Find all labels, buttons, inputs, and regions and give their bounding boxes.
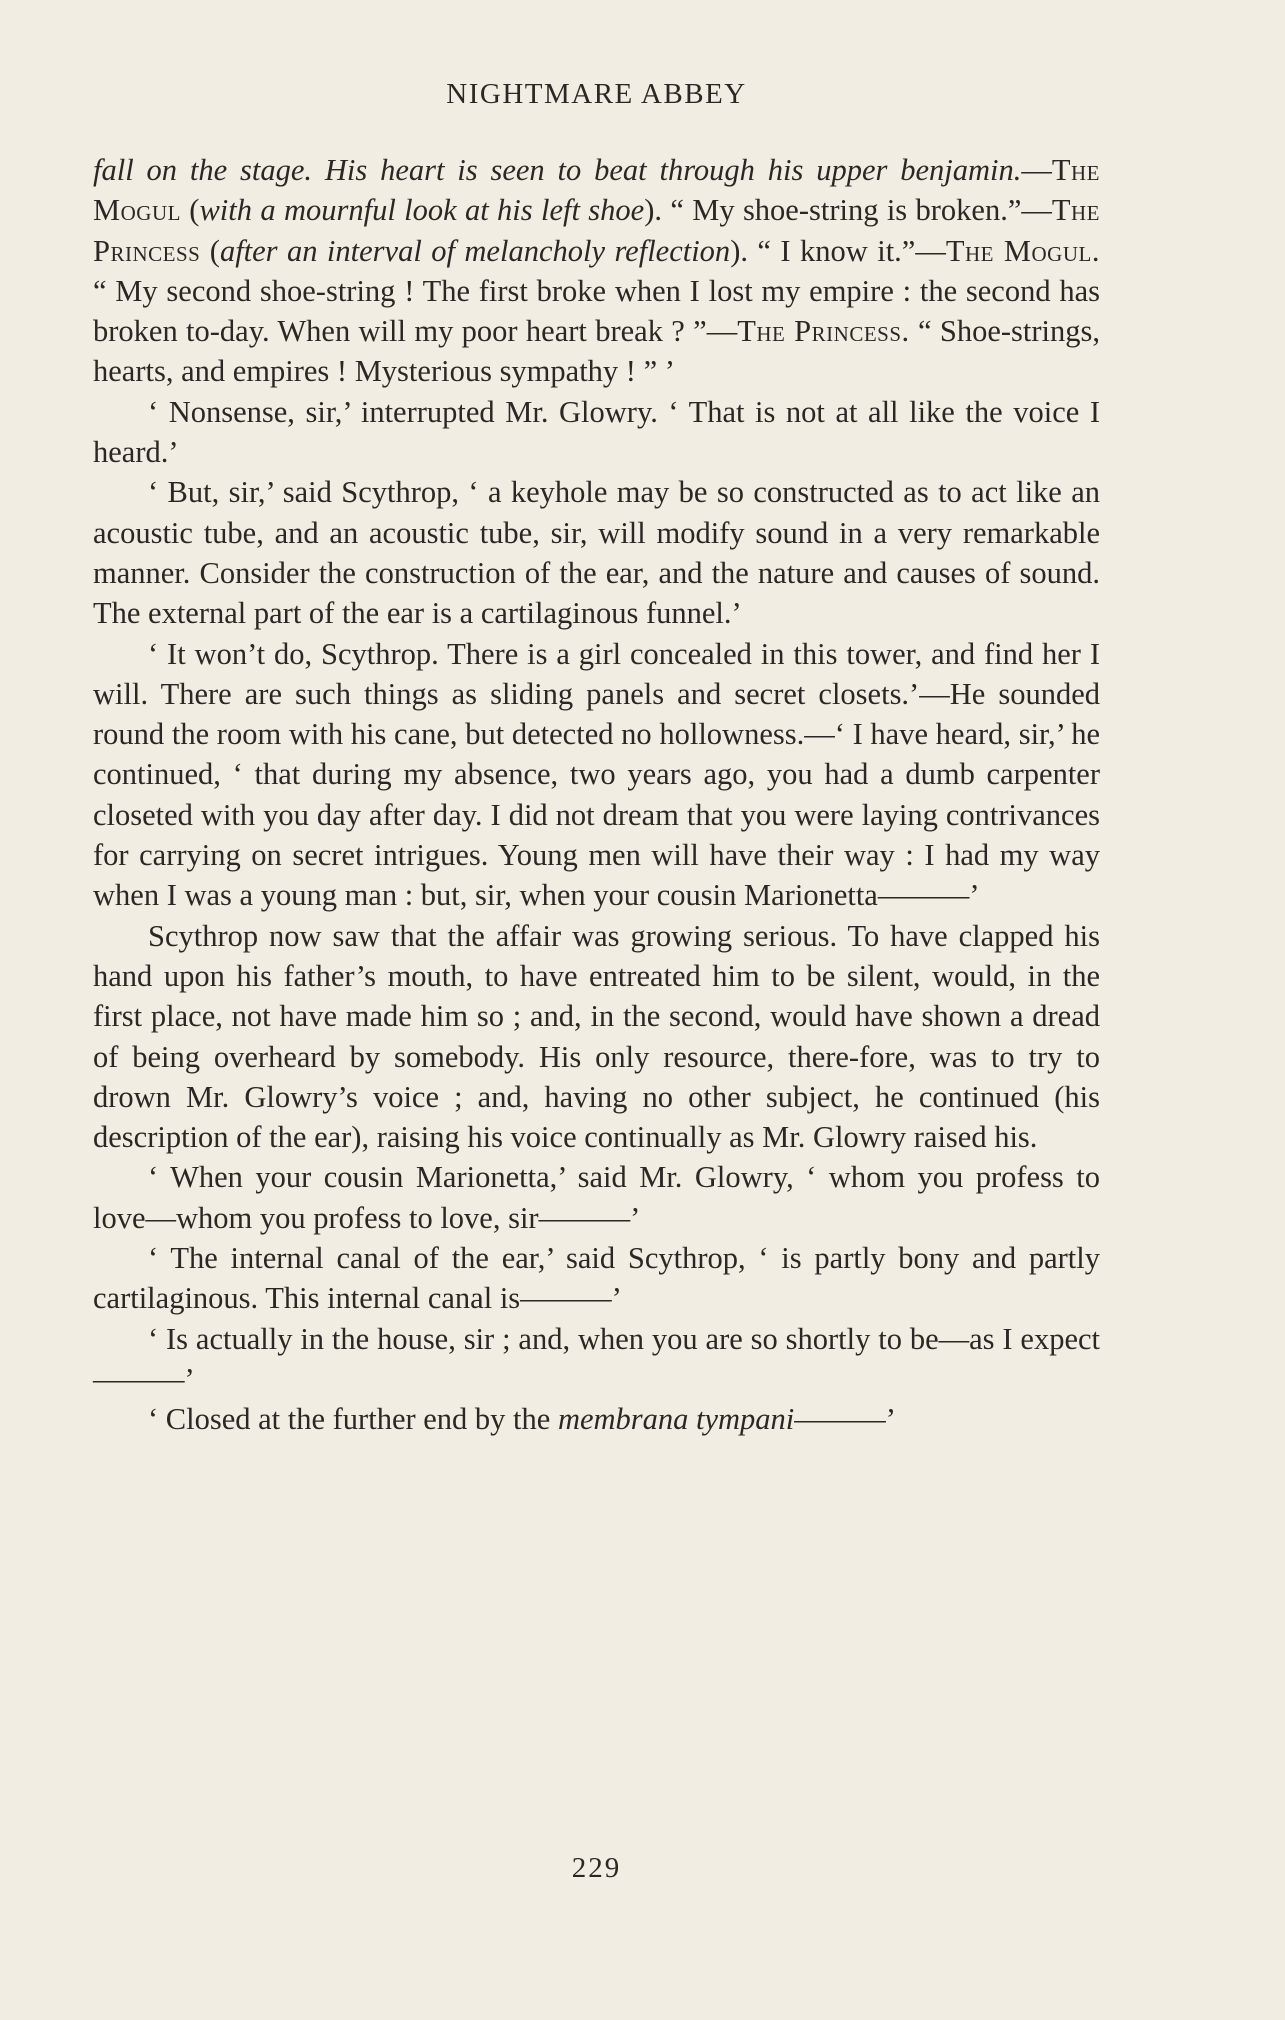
paragraph — [93, 150, 1100, 392]
paragraph — [93, 392, 1100, 473]
speaker-name: The Mogul. — [945, 233, 1100, 268]
text-run: ———’ — [794, 1402, 896, 1437]
speaker-name: The Mogul — [93, 153, 1100, 228]
italic-run: with a mournful look at his left shoe — [199, 193, 645, 228]
paragraph — [93, 472, 1100, 633]
text-run: ). “ I know it.”— — [730, 233, 946, 268]
italic-run: membrana tympani — [557, 1402, 795, 1437]
speaker-name: The Princess — [93, 193, 1100, 268]
body-text — [93, 150, 1100, 1440]
text-run: ‘ When your cousin Marionetta,’ said Mr. Glowry, ‘ whom you profess to love—whom you profess to love, sir———’ — [93, 1160, 1100, 1235]
text-run: ‘ It won’t do, Scythrop. There is a girl concealed in this tower, and find her I will. There are such things as sliding panels and secret closets.’—He sounded round the room with his cane, but detected no hollowness.—‘ I have heard, sir,’ he continued, ‘ that during my absence, two years ago, you had a dumb carpenter closeted with you day after day. I did not dream that you were laying contrivances for carrying on secret intrigues. Young men will have their way : I had my way when I was a young man : but, sir, when your cousin Marionetta———’ — [93, 636, 1100, 913]
text-run: ( — [200, 233, 220, 268]
italic-run: after an interval of melancholy reflection — [219, 233, 731, 268]
italic-run: fall on the stage. His heart is seen to beat through his upper benjamin. — [93, 153, 1022, 187]
speaker-name: The Princess. — [737, 314, 910, 349]
paragraph — [93, 634, 1100, 916]
text-run: Scythrop now saw that the affair was growing serious. To have clapped his hand upon his father’s mouth, to have entreated him to be silent, would, in the first place, not have made him so ; and, in the second, would have shown a dread of being overheard by somebody. His only resource, there-fore, was to try to drown Mr. Glowry’s voice ; and, having no other subject, he continued (his description of the ear), raising his voice continually as Mr. Glowry raised his. — [93, 918, 1100, 1155]
text-run: ‘ But, sir,’ said Scythrop, ‘ a keyhole may be so constructed as to act like an acoustic tube, and an acoustic tube, sir, will modify sound in a very remarkable manner. Consider the construction of the ear, and the nature and causes of sound. The external part of the ear is a cartilaginous funnel.’ — [93, 475, 1100, 631]
paragraph — [93, 916, 1100, 1158]
paragraph — [93, 1399, 1100, 1439]
paragraph — [93, 1157, 1100, 1238]
running-head: NIGHTMARE ABBEY — [446, 78, 747, 110]
text-run: — — [1021, 153, 1052, 187]
page-number: 229 — [571, 1852, 622, 1884]
text-run: ‘ Is actually in the house, sir ; and, when you are so shortly to be—as I expect———’ — [93, 1321, 1100, 1396]
text-run: “ My second shoe-string ! The first broke when I lost my empire : the second has broken to-day. When will my poor heart break ? ”— — [93, 273, 1100, 349]
text-run: ). “ My shoe-string is broken.”— — [644, 193, 1052, 228]
text-run: ‘ Nonsense, sir,’ interrupted Mr. Glowry. ‘ That is not at all like the voice I heard.’ — [93, 394, 1100, 470]
text-run: ( — [180, 193, 200, 228]
text-run: ‘ Closed at the further end by the — [148, 1402, 558, 1437]
text-run: “ Shoe-strings, hearts, and empires ! Mysterious sympathy ! ” ’ — [93, 314, 1100, 389]
text-run: ‘ The internal canal of the ear,’ said Scythrop, ‘ is partly bony and partly cartilaginous. This internal canal is———’ — [93, 1241, 1100, 1316]
paragraph — [93, 1238, 1100, 1319]
paragraph — [93, 1319, 1100, 1400]
